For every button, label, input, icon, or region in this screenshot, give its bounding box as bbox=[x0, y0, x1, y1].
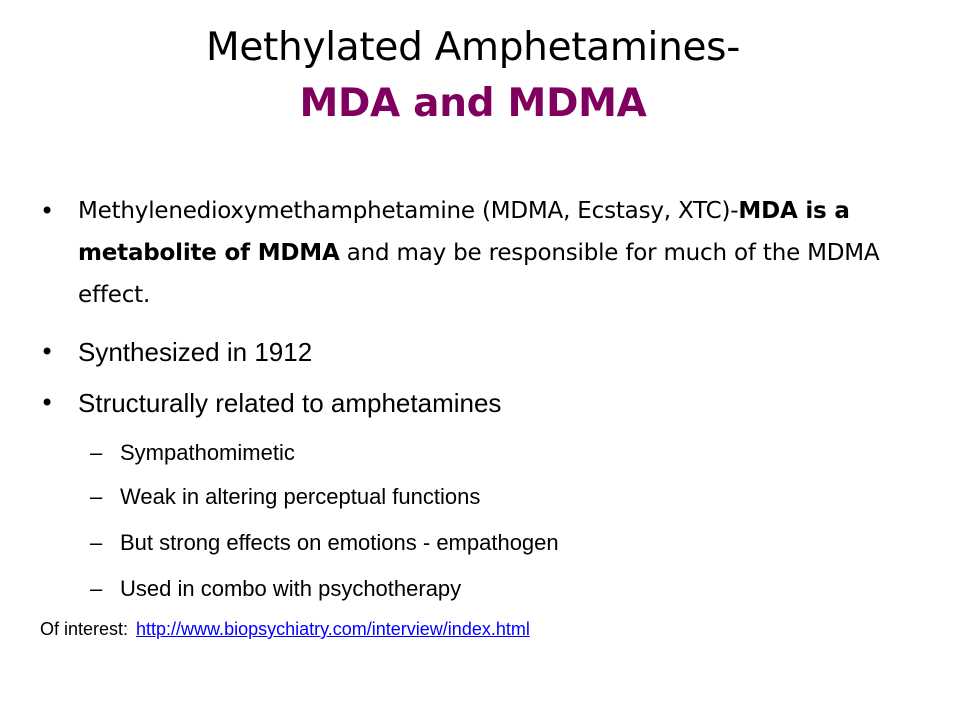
bullet-text bbox=[78, 190, 898, 316]
sub-bullet-marker: – bbox=[90, 530, 103, 555]
sub-bullet-text: But strong effects on emotions - empathogen bbox=[120, 530, 559, 555]
bullet-text-bold: MDA is a metabolite of MDMA bbox=[78, 198, 850, 266]
title-line-1: Methylated Amphetamines- bbox=[206, 25, 740, 70]
sub-bullet-marker: – bbox=[90, 576, 103, 601]
sub-bullet-text: Weak in altering perceptual functions bbox=[120, 484, 481, 509]
sub-bullet-text: Sympathomimetic bbox=[120, 440, 295, 465]
bullet-marker: • bbox=[40, 197, 55, 225]
sub-bullet-marker: – bbox=[90, 440, 103, 465]
footer-note bbox=[40, 616, 530, 642]
title-line-2: MDA and MDMA bbox=[299, 81, 647, 126]
bullet-text: Synthesized in 1912 bbox=[78, 337, 313, 367]
sub-bullet-marker: – bbox=[90, 484, 103, 509]
bullet-marker: • bbox=[40, 389, 55, 417]
bullet-text: Structurally related to amphetamines bbox=[78, 388, 502, 418]
footer-label: Of interest: bbox=[40, 619, 129, 639]
reference-link[interactable]: http://www.biopsychiatry.com/interview/index.html bbox=[136, 619, 530, 639]
bullet-marker: • bbox=[40, 338, 55, 366]
sub-bullet-text: Used in combo with psychotherapy bbox=[120, 576, 462, 601]
bullet-text-part1: Methylenedioxymethamphetamine (MDMA, Ecstasy, XTC)- bbox=[78, 198, 739, 224]
bullet-text-part2: and may be responsible for much of the MDMA effect. bbox=[78, 240, 880, 308]
